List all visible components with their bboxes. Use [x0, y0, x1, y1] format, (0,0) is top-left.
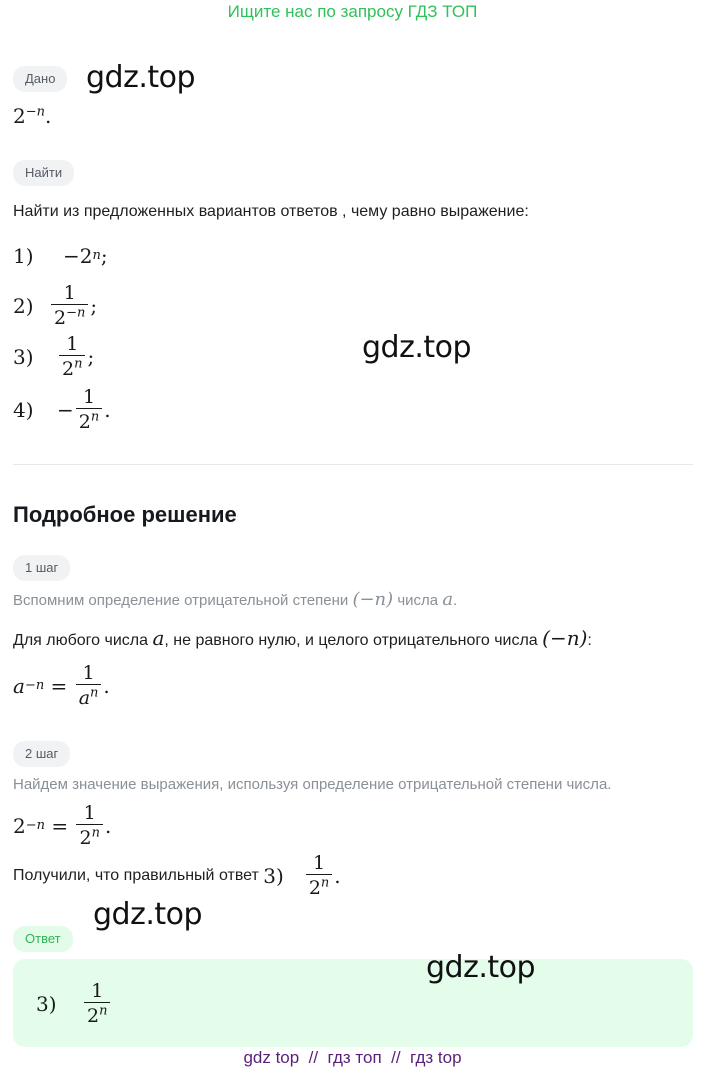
option-2: 2) $\frac{1}{2^{-n}}$ ; — [13, 282, 98, 329]
watermark: gdz.top — [86, 60, 196, 95]
footer-links: gdz top // гдз топ // гдз top — [243, 1048, 462, 1067]
answer-box — [13, 959, 693, 1047]
step-2-badge: 2 шаг — [13, 741, 70, 767]
step-2-formula: 2 −n = $\frac{1}{2^n}$ . — [13, 802, 112, 849]
find-badge: Найти — [13, 160, 74, 186]
step-1-text: Для любого числа a, не равного нулю, и целого отрицательного числа (−n): — [13, 626, 592, 650]
watermark: gdz.top — [426, 950, 536, 985]
step-2-result: Получили, что правильный ответ 3) $\frac{1}{2^n}$ . — [13, 852, 341, 899]
answer-value: 3) $\frac{1}{2^n}$ — [36, 980, 112, 1027]
section-divider — [13, 464, 693, 465]
option-3: 3) $\frac{1}{2^n}$ ; — [13, 333, 95, 380]
search-banner: Ищите нас по запросу ГДЗ ТОП — [227, 2, 478, 21]
given-badge: Дано — [13, 66, 67, 92]
solution-heading: Подробное решение — [13, 502, 237, 527]
answer-badge: Ответ — [13, 926, 73, 952]
step-1-hint: Вспомним определение отрицательной степени (−n) числа a. — [13, 589, 458, 610]
step-1-badge: 1 шаг — [13, 555, 70, 581]
find-question: Найти из предложенных вариантов ответов , чему равно выражение: — [13, 203, 529, 220]
given-expression: $2^{-n}$. — [13, 104, 52, 128]
watermark: gdz.top — [362, 330, 472, 365]
option-1: 1) − 2 n ; — [13, 244, 108, 268]
step-2-hint: Найдем значение выражения, используя определение отрицательной степени числа. — [13, 776, 612, 793]
step-1-formula: a −n = $\frac{1}{a^n}$ . — [13, 662, 110, 709]
option-4: 4) − $\frac{1}{2^n}$ . — [13, 386, 111, 433]
watermark: gdz.top — [93, 897, 203, 932]
